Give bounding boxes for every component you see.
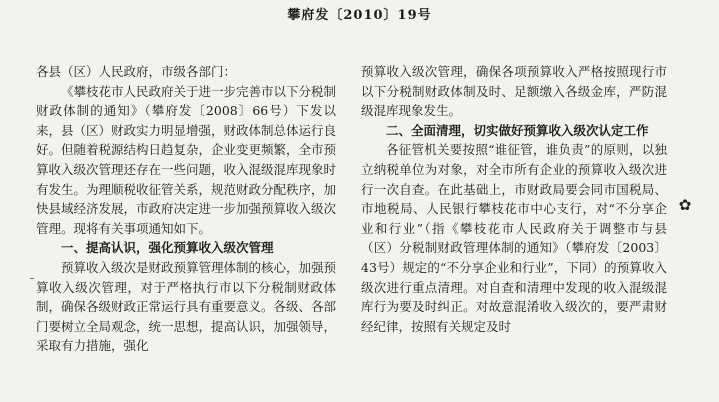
section-2-paragraph: 各征管机关要按照“谁征管，谁负责”的原则，以独立纳税单位为对象，对全市所有企业的预算收入级次进行一次自查。在此基础上，市财政局要会同市国税局、市地税局、人民银行攀枝花市中心支行，对“不分享企业和行业”（指《攀枝花市人民政府关于调整市与县（区）分税制财政管理体制的通知》（攀府发〔2003〕43号）规定的“不分享企业和行业”，下同）的预算收入级次进行重点清理。对自查和清理中发现的收入混级混库行为要及时纠正。对故意混淆收入级次的，要严肃财经纪律，按照有关规定及时 [361,142,667,334]
section-1-paragraph: 预算收入级次是财政预算管理体制的核心，加强预算收入级次管理，对于严格执行市以下分税制财政体制，确保各级财政正常运行具有重要意义。各级、各部门要树立全局观念，统一思想，提高认识，加强领导，采取有力措施，强化 [36,259,337,354]
flower-ornament-icon: ✿ [678,196,692,214]
intro-paragraph: 《攀枝花市人民政府关于进一步完善市以下分税制财政体制的通知》（攀府发〔2008〕66号）下发以来，县（区）财政实力明显增强，财政体制总体运行良好。但随着税源结构日趋复杂，企业变更频繁，全市预算收入级次管理还存在一些问题，收入混级混库现象时有发生。为理顺税收征管关系，规范财政分配秩序，加快县域经济发展，市政府决定进一步加强预算收入级次管理。现将有关事项通知如下。 [36,83,337,236]
section-2-heading: 二、全面清理，切实做好预算收入级次认定工作 [386,122,649,138]
margin-tick-mark [30,278,34,279]
salutation: 各县（区）人民政府，市级各部门： [36,64,237,79]
right-column [361,62,667,336]
continuation-paragraph: 预算收入级次管理，确保各项预算收入严格按照现行市以下分税制财政体制及时、足额缴入各级金库，严防混级混库现象发生。 [361,64,667,119]
document-number-header: 攀府发〔2010〕19号 [287,8,432,23]
section-1-heading: 一、提高认识，强化预算收入级次管理 [61,240,274,256]
left-column [36,62,336,356]
